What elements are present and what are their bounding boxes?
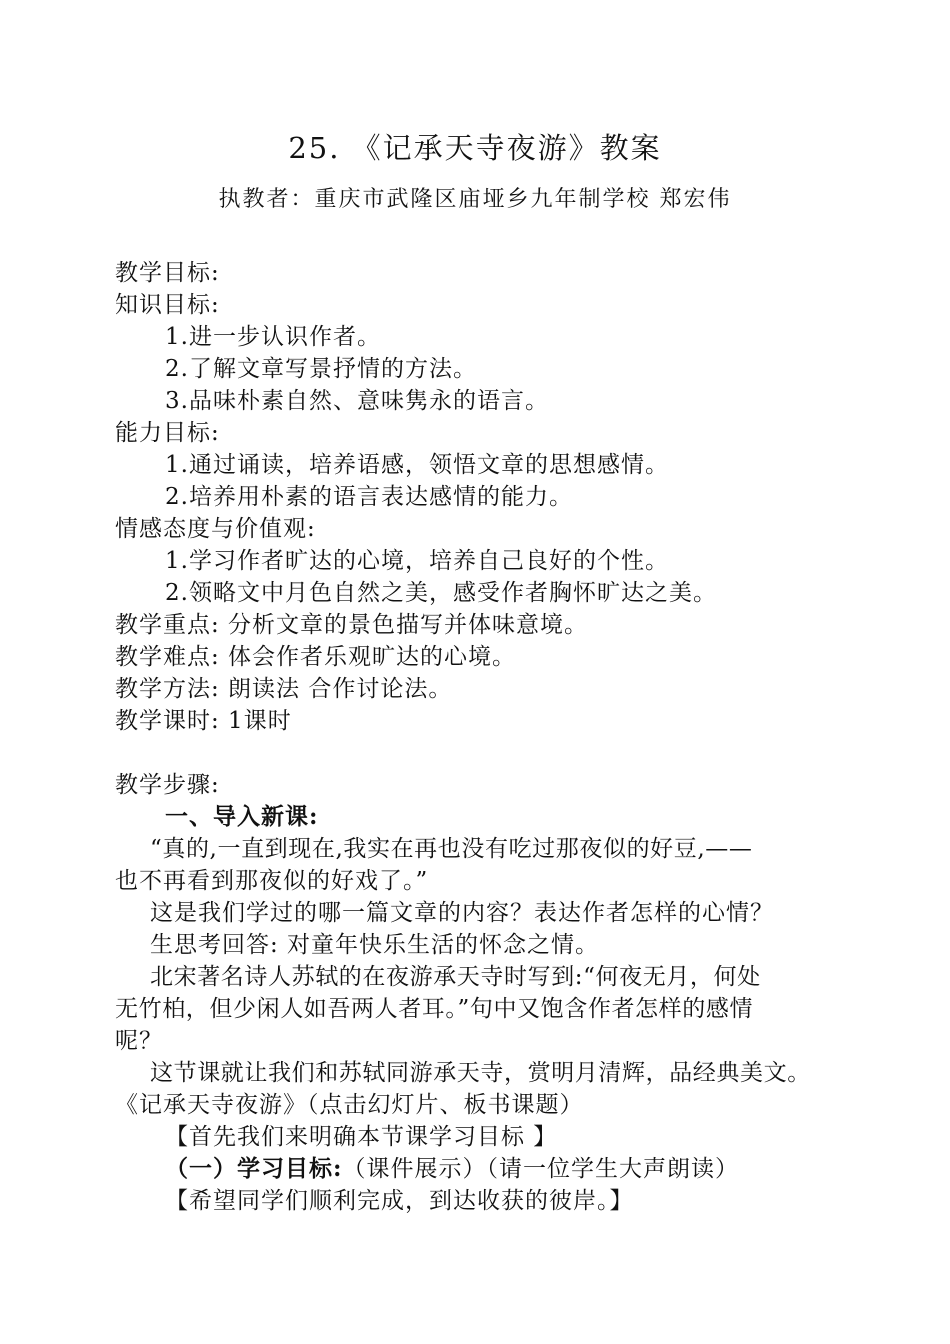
ability-item: 2.培养用朴素的语言表达感情的能力。 — [165, 484, 573, 510]
emotion-item: 1.学习作者旷达的心境，培养自己良好的个性。 — [165, 548, 669, 574]
quote-text: “真的,一直到现在,我实在再也没有吃过那夜似的好豆,—— — [150, 836, 753, 862]
class-period: 教学课时: 1课时 — [115, 708, 292, 734]
author-line: 执教者：重庆市武隆区庙垭乡九年制学校 郑宏伟 — [218, 187, 732, 212]
bracket-note: 【首先我们来明确本节课学习目标 】 — [165, 1124, 558, 1150]
difficulty: 教学难点: 体会作者乐观旷达的心境。 — [115, 644, 517, 670]
sub-heading: （一）学习目标: — [165, 1155, 343, 1182]
goals-heading: 教学目标: — [115, 260, 220, 286]
emotion-heading: 情感态度与价值观: — [115, 516, 316, 542]
key-point: 教学重点: 分析文章的景色描写并体味意境。 — [115, 612, 589, 638]
paragraph-text: 这节课就让我们和苏轼同游承天寺，赏明月清辉，品经典美文。 — [150, 1060, 811, 1086]
teaching-method: 教学方法: 朗读法 合作讨论法。 — [115, 676, 453, 702]
sub-heading-line — [165, 1154, 739, 1184]
knowledge-item: 3.品味朴素自然、意味隽永的语言。 — [165, 388, 549, 414]
section-heading: 一、导入新课: — [165, 803, 319, 830]
paragraph-text: 《记承天寺夜游》（点击幻灯片、板书课题） — [115, 1092, 584, 1118]
sub-heading-note: （课件展示）（请一位学生大声朗读） — [342, 1156, 739, 1182]
paragraph-text: 无竹柏，但少闲人如吾两人者耳。”句中又饱含作者怎样的感情 — [115, 996, 754, 1022]
knowledge-item: 1.进一步认识作者。 — [165, 324, 381, 350]
bracket-note: 【希望同学们顺利完成，到达收获的彼岸。】 — [165, 1188, 634, 1214]
quote-text: 也不再看到那夜似的好戏了。” — [115, 868, 429, 894]
knowledge-item: 2.了解文章写景抒情的方法。 — [165, 356, 477, 382]
paragraph-text: 呢？ — [115, 1028, 163, 1054]
emotion-item: 2.领略文中月色自然之美，感受作者胸怀旷达之美。 — [165, 580, 717, 606]
question-text: 这是我们学过的哪一篇文章的内容？表达作者怎样的心情？ — [150, 900, 774, 926]
steps-heading: 教学步骤: — [115, 772, 220, 798]
document-title: 25. 《记承天寺夜游》教案 — [288, 131, 662, 165]
knowledge-heading: 知识目标: — [115, 292, 220, 318]
ability-heading: 能力目标: — [115, 420, 220, 446]
answer-text: 生思考回答: 对童年快乐生活的怀念之情。 — [150, 932, 600, 958]
ability-item: 1.通过诵读，培养语感，领悟文章的思想感情。 — [165, 452, 669, 478]
paragraph-text: 北宋著名诗人苏轼的在夜游承天寺时写到:“何夜无月，何处 — [150, 964, 761, 990]
